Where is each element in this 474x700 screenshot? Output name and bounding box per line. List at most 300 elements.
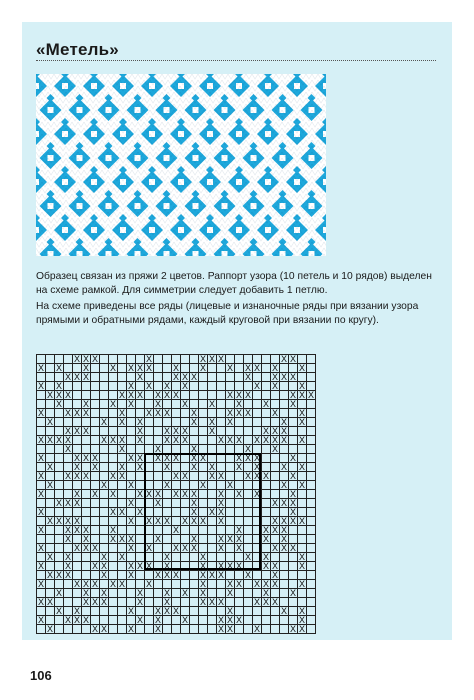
chart-cell bbox=[109, 382, 118, 391]
chart-cell bbox=[217, 580, 226, 589]
chart-cell: X bbox=[91, 561, 98, 571]
chart-cell bbox=[289, 427, 298, 436]
chart-cell: X bbox=[289, 354, 296, 364]
chart-cell: X bbox=[271, 408, 278, 418]
chart-cell bbox=[64, 355, 73, 364]
chart-cell bbox=[145, 589, 154, 598]
chart-cell: X bbox=[199, 453, 206, 463]
chart-cell bbox=[208, 526, 217, 535]
chart-cell: X bbox=[208, 597, 215, 607]
chart-cell: X bbox=[280, 462, 287, 472]
chart-cell: X bbox=[55, 498, 62, 508]
chart-cell bbox=[109, 409, 118, 418]
chart-cell: X bbox=[208, 399, 215, 409]
chart-cell: X bbox=[262, 597, 269, 607]
chart-cell bbox=[91, 427, 100, 436]
chart-cell: X bbox=[136, 417, 143, 427]
chart-cell bbox=[100, 490, 109, 499]
chart-cell bbox=[208, 544, 217, 553]
chart-cell: X bbox=[154, 516, 161, 526]
chart-cell: X bbox=[73, 372, 80, 382]
chart-cell bbox=[307, 490, 316, 499]
chart-cell: X bbox=[46, 552, 53, 562]
chart-cell bbox=[163, 499, 172, 508]
chart-cell: X bbox=[271, 516, 278, 526]
chart-cell: X bbox=[280, 534, 287, 544]
chart-cell: X bbox=[163, 552, 170, 562]
chart-cell: X bbox=[82, 597, 89, 607]
chart-cell bbox=[55, 445, 64, 454]
chart-cell bbox=[145, 616, 154, 625]
chart-cell: X bbox=[181, 543, 188, 553]
chart-cell bbox=[172, 400, 181, 409]
chart-cell: X bbox=[235, 579, 242, 589]
chart-cell: X bbox=[127, 363, 134, 373]
chart-cell bbox=[307, 418, 316, 427]
chart-cell bbox=[127, 436, 136, 445]
chart-cell bbox=[37, 391, 46, 400]
chart-cell bbox=[109, 553, 118, 562]
chart-cell: X bbox=[244, 471, 251, 481]
chart-cell bbox=[235, 355, 244, 364]
chart-cell: X bbox=[127, 570, 134, 580]
chart-cell: X bbox=[100, 561, 107, 571]
chart-cell bbox=[136, 517, 145, 526]
chart-cell: X bbox=[109, 399, 116, 409]
chart-cell: X bbox=[145, 516, 152, 526]
chart-cell bbox=[208, 382, 217, 391]
chart-cell bbox=[145, 436, 154, 445]
chart-cell bbox=[55, 535, 64, 544]
chart-cell: X bbox=[181, 435, 188, 445]
chart-cell bbox=[271, 463, 280, 472]
chart-cell bbox=[199, 409, 208, 418]
chart-cell bbox=[91, 364, 100, 373]
chart-cell bbox=[55, 472, 64, 481]
chart-cell bbox=[154, 373, 163, 382]
chart-cell bbox=[55, 481, 64, 490]
chart-cell: X bbox=[154, 444, 161, 454]
chart-cell bbox=[82, 490, 91, 499]
chart-cell bbox=[289, 598, 298, 607]
chart-cell: X bbox=[82, 372, 89, 382]
chart-cell: X bbox=[226, 408, 233, 418]
chart-cell bbox=[307, 580, 316, 589]
chart-cell: X bbox=[46, 390, 53, 400]
chart-cell bbox=[64, 454, 73, 463]
chart-cell bbox=[109, 454, 118, 463]
chart-cell: X bbox=[100, 552, 107, 562]
chart-cell: X bbox=[46, 480, 53, 490]
chart-cell bbox=[217, 382, 226, 391]
chart-cell: X bbox=[136, 588, 143, 598]
chart-cell bbox=[118, 562, 127, 571]
chart-cell bbox=[154, 544, 163, 553]
chart-cell bbox=[82, 625, 91, 634]
chart-cell bbox=[235, 598, 244, 607]
chart-cell bbox=[217, 364, 226, 373]
chart-cell: X bbox=[172, 471, 179, 481]
chart-cell: X bbox=[262, 525, 269, 535]
chart-cell: X bbox=[271, 570, 278, 580]
chart-cell bbox=[172, 625, 181, 634]
chart-cell bbox=[280, 562, 289, 571]
chart-cell: X bbox=[37, 615, 44, 625]
chart-cell: X bbox=[100, 480, 107, 490]
chart-cell: X bbox=[298, 516, 305, 526]
chart-cell bbox=[100, 355, 109, 364]
chart-cell: X bbox=[199, 588, 206, 598]
chart-cell: X bbox=[136, 615, 143, 625]
chart-cell: X bbox=[244, 570, 251, 580]
chart-cell: X bbox=[253, 489, 260, 499]
chart-cell bbox=[190, 625, 199, 634]
chart-cell bbox=[217, 409, 226, 418]
chart-cell bbox=[73, 562, 82, 571]
chart-cell bbox=[253, 499, 262, 508]
chart-cell bbox=[100, 400, 109, 409]
chart-cell: X bbox=[208, 417, 215, 427]
chart-cell: X bbox=[64, 516, 71, 526]
chart-cell: X bbox=[163, 381, 170, 391]
chart-cell: X bbox=[118, 507, 125, 517]
chart-cell bbox=[235, 589, 244, 598]
chart-cell bbox=[91, 436, 100, 445]
chart-cell bbox=[199, 625, 208, 634]
chart-cell: X bbox=[172, 363, 179, 373]
chart-cell: X bbox=[73, 516, 80, 526]
chart-cell: X bbox=[145, 561, 152, 571]
chart-cell: X bbox=[235, 561, 242, 571]
chart-cell bbox=[118, 364, 127, 373]
chart-cell bbox=[109, 373, 118, 382]
chart-cell bbox=[190, 472, 199, 481]
chart-cell bbox=[55, 526, 64, 535]
chart-cell: X bbox=[37, 507, 44, 517]
chart-cell: X bbox=[208, 507, 215, 517]
description-paragraph-1: Образец связан из пряжи 2 цветов. Раппорт узора (10 петель и 10 рядов) выделен на схеме рамкой. Для симметрии следует добавить 1 петлю. bbox=[36, 271, 432, 296]
chart-cell: X bbox=[190, 489, 197, 499]
chart-cell: X bbox=[172, 372, 179, 382]
chart-cell bbox=[235, 499, 244, 508]
chart-cell: X bbox=[190, 498, 197, 508]
chart-cell: X bbox=[82, 588, 89, 598]
chart-cell bbox=[55, 418, 64, 427]
chart-cell: X bbox=[298, 390, 305, 400]
chart-cell bbox=[271, 481, 280, 490]
chart-cell: X bbox=[64, 471, 71, 481]
chart-cell: X bbox=[190, 417, 197, 427]
chart-cell: X bbox=[127, 561, 134, 571]
chart-cell: X bbox=[298, 561, 305, 571]
chart-cell bbox=[244, 580, 253, 589]
chart-cell bbox=[73, 391, 82, 400]
chart-cell: X bbox=[190, 453, 197, 463]
chart-cell: X bbox=[289, 390, 296, 400]
chart-cell: X bbox=[109, 579, 116, 589]
chart-cell: X bbox=[127, 381, 134, 391]
chart-cell bbox=[253, 508, 262, 517]
chart-cell bbox=[109, 544, 118, 553]
chart-cell: X bbox=[118, 471, 125, 481]
chart-cell: X bbox=[37, 381, 44, 391]
chart-cell bbox=[91, 472, 100, 481]
chart-cell: X bbox=[289, 624, 296, 634]
chart-cell bbox=[46, 607, 55, 616]
chart-cell bbox=[199, 499, 208, 508]
chart-cell bbox=[199, 616, 208, 625]
chart-cell bbox=[262, 607, 271, 616]
chart-cell bbox=[145, 418, 154, 427]
chart-cell: X bbox=[154, 534, 161, 544]
chart-cell: X bbox=[82, 453, 89, 463]
chart-cell: X bbox=[73, 615, 80, 625]
chart-cell: X bbox=[145, 381, 152, 391]
chart-cell: X bbox=[136, 426, 143, 436]
chart-cell bbox=[163, 616, 172, 625]
description-paragraph-2: На схеме приведены все ряды (лицевые и изнаночные ряды при вязании узора прямыми и обратными рядами, каждый круговой при вязании по кругу). bbox=[36, 301, 419, 326]
chart-cell: X bbox=[82, 471, 89, 481]
chart-cell: X bbox=[46, 516, 53, 526]
chart-cell: X bbox=[145, 408, 152, 418]
chart-cell bbox=[298, 589, 307, 598]
chart-cell: X bbox=[73, 606, 80, 616]
chart-cell: X bbox=[109, 489, 116, 499]
chart-cell bbox=[280, 616, 289, 625]
chart-cell: X bbox=[217, 534, 224, 544]
chart-cell bbox=[154, 418, 163, 427]
chart-cell: X bbox=[181, 516, 188, 526]
chart-cell: X bbox=[37, 453, 44, 463]
chart-cell bbox=[82, 508, 91, 517]
chart-cell bbox=[37, 625, 46, 634]
chart-cell bbox=[289, 418, 298, 427]
chart-cell bbox=[145, 526, 154, 535]
chart-cell bbox=[109, 562, 118, 571]
chart-cell: X bbox=[190, 534, 197, 544]
chart-cell bbox=[289, 607, 298, 616]
chart-cell: X bbox=[217, 489, 224, 499]
chart-cell bbox=[253, 391, 262, 400]
chart-cell: X bbox=[298, 462, 305, 472]
chart-cell bbox=[145, 463, 154, 472]
chart-cell bbox=[118, 598, 127, 607]
chart-cell: X bbox=[163, 435, 170, 445]
chart-cell: X bbox=[172, 606, 179, 616]
chart-cell: X bbox=[172, 570, 179, 580]
chart-cell bbox=[55, 544, 64, 553]
chart-cell: X bbox=[235, 615, 242, 625]
chart-cell bbox=[46, 355, 55, 364]
chart-cell bbox=[208, 445, 217, 454]
chart-cell: X bbox=[127, 480, 134, 490]
chart-cell: X bbox=[100, 417, 107, 427]
chart-cell bbox=[55, 463, 64, 472]
chart-cell: X bbox=[73, 471, 80, 481]
chart-cell: X bbox=[280, 525, 287, 535]
chart-cell bbox=[307, 562, 316, 571]
chart-cell bbox=[172, 508, 181, 517]
chart-cell bbox=[64, 481, 73, 490]
chart-cell: X bbox=[199, 552, 206, 562]
chart-cell: X bbox=[298, 417, 305, 427]
chart-cell: X bbox=[127, 399, 134, 409]
chart-cell: X bbox=[46, 435, 53, 445]
chart-cell: X bbox=[55, 435, 62, 445]
chart-cell: X bbox=[280, 516, 287, 526]
chart-cell bbox=[244, 427, 253, 436]
chart-cell: X bbox=[217, 498, 224, 508]
chart-cell: X bbox=[262, 426, 269, 436]
chart-cell: X bbox=[118, 408, 125, 418]
chart-cell bbox=[226, 517, 235, 526]
chart-cell: X bbox=[262, 399, 269, 409]
chart-cell bbox=[280, 445, 289, 454]
chart-cell bbox=[190, 580, 199, 589]
chart-cell bbox=[298, 490, 307, 499]
chart-cell: X bbox=[64, 390, 71, 400]
chart-cell bbox=[46, 580, 55, 589]
chart-cell bbox=[145, 625, 154, 634]
chart-cell bbox=[181, 598, 190, 607]
chart-cell bbox=[172, 589, 181, 598]
chart-cell: X bbox=[262, 579, 269, 589]
chart-cell bbox=[289, 562, 298, 571]
chart-cell bbox=[64, 589, 73, 598]
chart-cell bbox=[199, 535, 208, 544]
chart-cell bbox=[100, 499, 109, 508]
chart-cell bbox=[118, 589, 127, 598]
chart-cell bbox=[307, 499, 316, 508]
chart-cell bbox=[244, 625, 253, 634]
chart-cell bbox=[190, 562, 199, 571]
chart-cell bbox=[145, 391, 154, 400]
chart-cell bbox=[217, 373, 226, 382]
chart-cell bbox=[82, 481, 91, 490]
chart-cell bbox=[73, 625, 82, 634]
chart-cell bbox=[271, 454, 280, 463]
chart-cell: X bbox=[217, 543, 224, 553]
chart-cell bbox=[199, 418, 208, 427]
chart-cell bbox=[154, 427, 163, 436]
chart-cell: X bbox=[172, 543, 179, 553]
chart-cell bbox=[154, 580, 163, 589]
chart-cell: X bbox=[154, 624, 161, 634]
chart-cell bbox=[298, 526, 307, 535]
chart-cell bbox=[262, 499, 271, 508]
chart-cell bbox=[118, 373, 127, 382]
chart-cell: X bbox=[118, 417, 125, 427]
chart-cell: X bbox=[154, 570, 161, 580]
chart-cell bbox=[244, 616, 253, 625]
chart-cell bbox=[226, 490, 235, 499]
chart-cell: X bbox=[73, 426, 80, 436]
chart-cell bbox=[118, 517, 127, 526]
chart-cell: X bbox=[55, 381, 62, 391]
chart-cell bbox=[91, 517, 100, 526]
chart-cell: X bbox=[208, 426, 215, 436]
chart-cell bbox=[235, 418, 244, 427]
chart-cell: X bbox=[271, 372, 278, 382]
chart-cell: X bbox=[91, 579, 98, 589]
chart-cell bbox=[271, 607, 280, 616]
chart-cell: X bbox=[172, 525, 179, 535]
chart-cell bbox=[127, 589, 136, 598]
chart-cell: X bbox=[280, 435, 287, 445]
chart-cell bbox=[118, 355, 127, 364]
chart-cell: X bbox=[163, 426, 170, 436]
chart-cell: X bbox=[280, 606, 287, 616]
chart-cell: X bbox=[64, 525, 71, 535]
chart-cell bbox=[253, 400, 262, 409]
chart-cell: X bbox=[289, 453, 296, 463]
chart-cell: X bbox=[298, 435, 305, 445]
chart-cell bbox=[145, 607, 154, 616]
chart-cell bbox=[280, 625, 289, 634]
chart-cell bbox=[100, 382, 109, 391]
chart-cell bbox=[307, 616, 316, 625]
chart-cell: X bbox=[289, 543, 296, 553]
chart-cell: X bbox=[271, 444, 278, 454]
chart-cell: X bbox=[37, 363, 44, 373]
chart-cell bbox=[136, 625, 145, 634]
chart-cell: X bbox=[181, 381, 188, 391]
chart-cell: X bbox=[199, 561, 206, 571]
chart-cell bbox=[253, 418, 262, 427]
chart-cell bbox=[262, 373, 271, 382]
chart-cell bbox=[298, 535, 307, 544]
chart-cell: X bbox=[190, 408, 197, 418]
chart-cell bbox=[127, 463, 136, 472]
chart-cell: X bbox=[244, 390, 251, 400]
chart-cell bbox=[235, 625, 244, 634]
chart-cell: X bbox=[145, 354, 152, 364]
chart-cell bbox=[271, 391, 280, 400]
chart-cell: X bbox=[37, 579, 44, 589]
chart-cell bbox=[307, 427, 316, 436]
chart-cell: X bbox=[82, 426, 89, 436]
chart-cell bbox=[307, 445, 316, 454]
chart-cell bbox=[118, 607, 127, 616]
chart-cell: X bbox=[190, 462, 197, 472]
chart-cell: X bbox=[172, 453, 179, 463]
chart-cell: X bbox=[73, 489, 80, 499]
chart-cell bbox=[64, 580, 73, 589]
chart-cell: X bbox=[109, 534, 116, 544]
chart-cell: X bbox=[253, 453, 260, 463]
chart-cell: X bbox=[298, 615, 305, 625]
chart-cell: X bbox=[253, 363, 260, 373]
chart-cell bbox=[136, 400, 145, 409]
chart-cell: X bbox=[91, 543, 98, 553]
chart-cell bbox=[253, 607, 262, 616]
chart-cell: X bbox=[100, 624, 107, 634]
chart-cell: X bbox=[109, 507, 116, 517]
chart-cell bbox=[100, 526, 109, 535]
chart-cell bbox=[199, 400, 208, 409]
chart-cell: X bbox=[217, 624, 224, 634]
chart-cell bbox=[154, 553, 163, 562]
chart-cell: X bbox=[172, 390, 179, 400]
chart-cell bbox=[262, 616, 271, 625]
chart-cell: X bbox=[64, 498, 71, 508]
chart-cell bbox=[91, 391, 100, 400]
chart-cell: X bbox=[262, 552, 269, 562]
chart-cell: X bbox=[235, 525, 242, 535]
chart-cell bbox=[253, 517, 262, 526]
chart-cell bbox=[199, 526, 208, 535]
chart-cell bbox=[199, 436, 208, 445]
